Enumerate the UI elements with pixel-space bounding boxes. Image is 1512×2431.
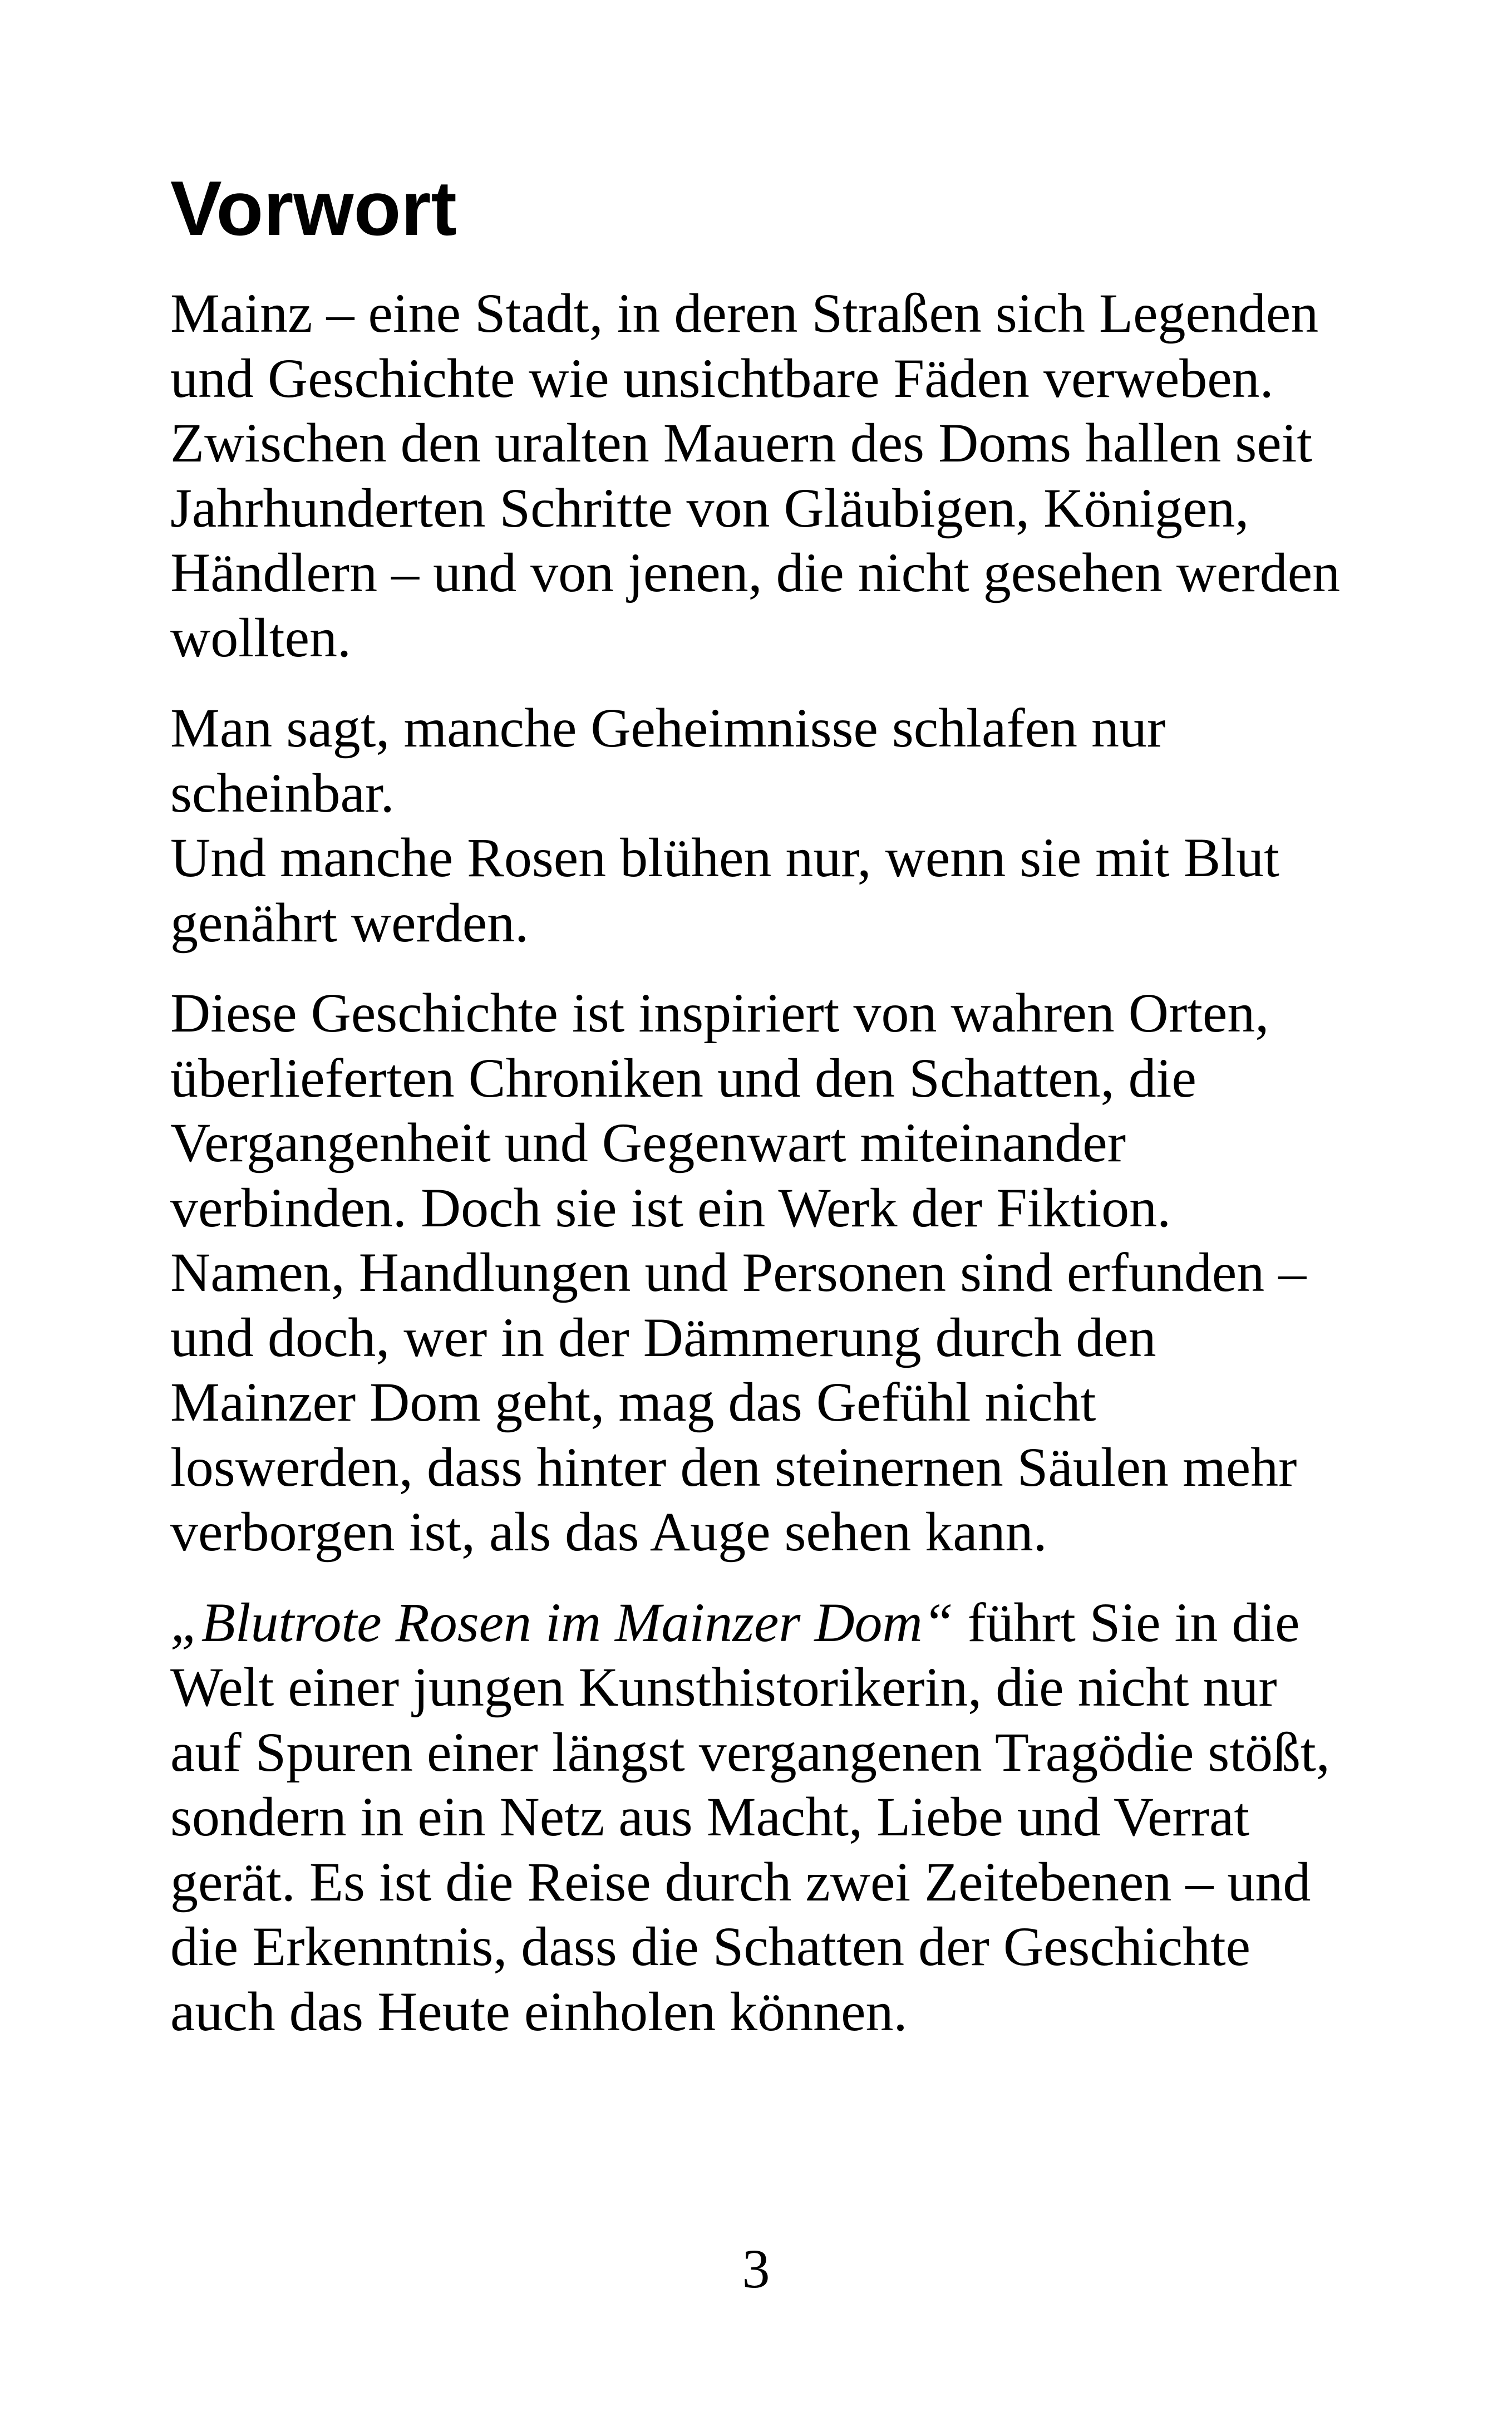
text-fragment: führt Sie in die bbox=[953, 1591, 1300, 1653]
text-line: und Geschichte wie unsichtbare Fäden verweben. bbox=[170, 347, 1274, 409]
text-line: loswerden, dass hinter den steinernen Säulen mehr bbox=[170, 1436, 1297, 1498]
text-line: Diese Geschichte ist inspiriert von wahren Orten, bbox=[170, 982, 1269, 1044]
text-line: die Erkenntnis, dass die Schatten der Geschichte bbox=[170, 1916, 1251, 1977]
text-line: verborgen ist, als das Auge sehen kann. bbox=[170, 1501, 1047, 1563]
text-line: Zwischen den uralten Mauern des Doms hallen seit bbox=[170, 412, 1313, 474]
text-line: auf Spuren einer längst vergangenen Tragödie stößt, bbox=[170, 1721, 1330, 1783]
text-line: auch das Heute einholen können. bbox=[170, 1980, 908, 2042]
text-line: überlieferten Chroniken und den Schatten, die bbox=[170, 1047, 1196, 1109]
text-line: verbinden. Doch sie ist ein Werk der Fiktion. bbox=[170, 1176, 1171, 1239]
paragraph-1 bbox=[170, 281, 1361, 670]
text-line: Welt einer jungen Kunsthistorikerin, die nicht nur bbox=[170, 1656, 1277, 1718]
text-line: Und manche Rosen blühen nur, wenn sie mit Blut bbox=[170, 827, 1279, 888]
text-line: Händlern – und von jenen, die nicht gesehen werden bbox=[170, 542, 1341, 603]
text-line: wollten. bbox=[170, 606, 351, 669]
page-number: 3 bbox=[742, 2238, 770, 2300]
paragraph-3 bbox=[170, 981, 1361, 1565]
paragraph-4 bbox=[170, 1590, 1361, 2045]
text-line bbox=[170, 1590, 1361, 1656]
text-line: Mainzer Dom geht, mag das Gefühl nicht bbox=[170, 1371, 1096, 1433]
text-line: und doch, wer in der Dämmerung durch den bbox=[170, 1306, 1156, 1368]
text-line: Man sagt, manche Geheimnisse schlafen nur bbox=[170, 697, 1166, 759]
text-line: genährt werden. bbox=[170, 891, 529, 954]
text-line: sondern in ein Netz aus Macht, Liebe und Verrat bbox=[170, 1786, 1250, 1848]
book-title-italic: „Blutrote Rosen im Mainzer Dom“ bbox=[170, 1591, 954, 1653]
foreword-body bbox=[170, 281, 1361, 2070]
text-line: scheinbar. bbox=[170, 762, 395, 824]
text-line: Namen, Handlungen und Personen sind erfunden – bbox=[170, 1241, 1307, 1303]
paragraph-2 bbox=[170, 696, 1361, 955]
text-line: Vergangenheit und Gegenwart miteinander bbox=[170, 1112, 1126, 1173]
text-line: gerät. Es ist die Reise durch zwei Zeitebenen – und bbox=[170, 1850, 1311, 1913]
text-line: Jahrhunderten Schritte von Gläubigen, Königen, bbox=[170, 477, 1249, 539]
text-line: Mainz – eine Stadt, in deren Straßen sich Legenden bbox=[170, 282, 1319, 344]
chapter-heading: Vorwort bbox=[170, 165, 457, 252]
